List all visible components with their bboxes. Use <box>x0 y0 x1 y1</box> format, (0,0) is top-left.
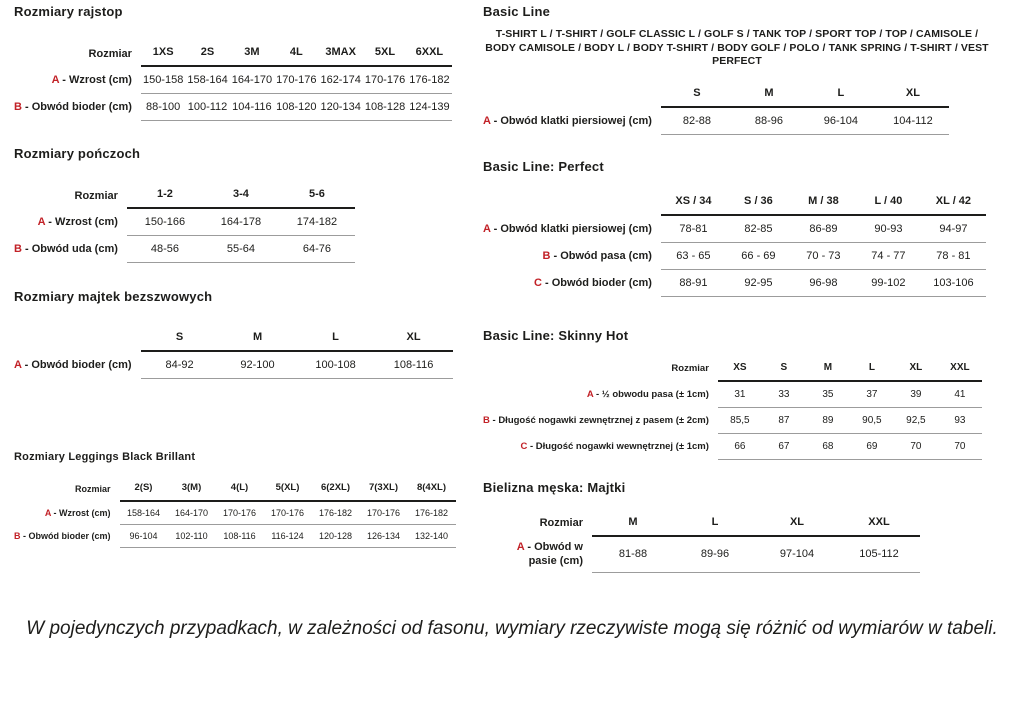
cell-value: 132-140 <box>408 525 456 548</box>
row-label: A - Wzrost (cm) <box>44 507 111 518</box>
row-label: A - Obwód klatki piersiowej (cm) <box>483 222 652 235</box>
cell-value: 92-95 <box>726 269 791 296</box>
column-header: 1-2 <box>127 183 203 208</box>
table-row <box>483 433 982 459</box>
cell-value: 87 <box>762 407 806 433</box>
cell-value: 116-124 <box>264 525 312 548</box>
column-header: L <box>297 326 375 351</box>
cell-value: 176-182 <box>407 66 451 94</box>
section-title-basic-line-perfect: Basic Line: Perfect <box>483 158 604 174</box>
cell-value: 150-166 <box>127 208 203 236</box>
cell-value: 164-178 <box>203 208 279 236</box>
section-title-basic-line: Basic Line <box>483 4 551 19</box>
cell-value: 94-97 <box>921 215 986 243</box>
cell-value: 170-176 <box>363 66 407 94</box>
column-header: XL / 42 <box>921 190 986 215</box>
row-letter: A <box>14 358 22 371</box>
cell-value: 85,5 <box>718 407 762 433</box>
table-row <box>483 407 982 433</box>
row-label: A - Obwód w pasie (cm) <box>516 540 583 568</box>
basic-line-product-list: T-SHIRT L / T-SHIRT / GOLF CLASSIC L / GOLF S / TANK TOP / SPORT TOP / TOP / CAMISOLE / BODY CAMISOLE / BODY L / BODY T-SHIRT / BODY GOLF / POLO / TANK SPRING / T-SHIRT / VEST PERFECT <box>485 28 989 68</box>
cell-value: 176-182 <box>408 501 456 525</box>
cell-value: 69 <box>850 433 894 459</box>
column-header: XXL <box>838 511 920 536</box>
cell-value: 78-81 <box>661 215 726 243</box>
row-label: A - ½ obwodu pasa (± 1cm) <box>586 388 709 400</box>
section-title-bielizna-meska: Bielizna męska: Majtki <box>483 479 626 495</box>
cell-value: 100-112 <box>185 94 229 121</box>
column-header: 8(4XL) <box>408 477 456 501</box>
row-letter: A <box>483 114 491 127</box>
cell-value: 126-134 <box>360 525 408 548</box>
column-header: 3M <box>230 41 274 66</box>
cell-value: 55-64 <box>203 236 279 263</box>
section-majtki-bezszwowe <box>14 289 483 379</box>
size-table-bielizna-meska <box>495 511 920 573</box>
cell-value: 104-116 <box>230 94 274 121</box>
table-row <box>483 269 986 296</box>
table-row <box>14 525 456 548</box>
column-header: 5XL <box>363 41 407 66</box>
column-header: 4L <box>274 41 318 66</box>
cell-value: 120-134 <box>318 94 362 121</box>
size-table-leggings <box>14 477 456 548</box>
cell-value: 37 <box>850 381 894 408</box>
column-header: L <box>674 511 756 536</box>
section-ponczoch <box>14 146 483 263</box>
column-header: M <box>733 82 805 107</box>
row-label: B - Długość nogawki zewnętrznej z pasem (± 2cm) <box>483 414 709 426</box>
column-header: 4(L) <box>216 477 264 501</box>
column-header: L / 40 <box>856 190 921 215</box>
cell-value: 170-176 <box>264 501 312 525</box>
cell-value: 104-112 <box>877 107 949 135</box>
cell-value: 67 <box>762 433 806 459</box>
cell-value: 31 <box>718 381 762 408</box>
section-bielizna-meska <box>483 480 1024 573</box>
cell-value: 35 <box>806 381 850 408</box>
column-header: 6XXL <box>407 41 451 66</box>
cell-value: 164-170 <box>230 66 274 94</box>
cell-value: 162-174 <box>318 66 362 94</box>
cell-value: 174-182 <box>279 208 355 236</box>
cell-value: 86-89 <box>791 215 856 243</box>
cell-value: 103-106 <box>921 269 986 296</box>
table-row <box>483 215 986 243</box>
size-table-basic-line <box>483 82 949 135</box>
section-title-leggings: Rozmiary Leggings Black Brillant <box>14 451 196 463</box>
row-letter: C <box>520 440 528 452</box>
table-corner-label: Rozmiar <box>88 47 132 60</box>
column-header: L <box>850 357 894 381</box>
cell-value: 90,5 <box>850 407 894 433</box>
column-header: L <box>805 82 877 107</box>
column-header: M <box>592 511 674 536</box>
row-letter: B <box>483 414 490 426</box>
cell-value: 96-104 <box>120 525 168 548</box>
column-header: XL <box>756 511 838 536</box>
column-header: S <box>661 82 733 107</box>
row-label: B - Obwód pasa (cm) <box>542 249 652 262</box>
table-corner-label: Rozmiar <box>539 517 583 530</box>
cell-value: 120-128 <box>312 525 360 548</box>
column-header: M / 38 <box>791 190 856 215</box>
cell-value: 108-116 <box>375 351 453 379</box>
row-letter: A <box>516 540 525 553</box>
cell-value: 88-100 <box>141 94 185 121</box>
column-header: XXL <box>938 357 982 381</box>
column-header: XL <box>877 82 949 107</box>
cell-value: 82-88 <box>661 107 733 135</box>
cell-value: 70 <box>894 433 938 459</box>
table-row <box>483 242 986 269</box>
cell-value: 150-158 <box>141 66 185 94</box>
cell-value: 78 - 81 <box>921 242 986 269</box>
row-letter: A <box>44 507 51 518</box>
cell-value: 64-76 <box>279 236 355 263</box>
cell-value: 108-120 <box>274 94 318 121</box>
row-label: C - Obwód bioder (cm) <box>533 276 652 289</box>
cell-value: 84-92 <box>141 351 219 379</box>
column-header: XS / 34 <box>661 190 726 215</box>
row-label: C - Długość nogawki wewnętrznej (± 1cm) <box>520 440 709 452</box>
column-header: M <box>219 326 297 351</box>
cell-value: 92-100 <box>219 351 297 379</box>
row-label: B - Obwód bioder (cm) <box>14 101 132 113</box>
row-label: A - Obwód bioder (cm) <box>14 358 132 371</box>
cell-value: 96-98 <box>791 269 856 296</box>
cell-value: 170-176 <box>274 66 318 94</box>
row-letter: B <box>542 249 551 262</box>
table-row <box>495 536 920 573</box>
table-row <box>483 107 949 135</box>
column-header: XL <box>894 357 938 381</box>
row-label: A - Obwód klatki piersiowej (cm) <box>483 114 652 127</box>
column-header: 2S <box>185 41 229 66</box>
cell-value: 88-96 <box>733 107 805 135</box>
section-basic-line-perfect <box>483 159 1024 297</box>
cell-value: 100-108 <box>297 351 375 379</box>
size-table-ponczoch <box>14 183 355 263</box>
row-letter: C <box>533 276 542 289</box>
row-letter: B <box>14 101 22 113</box>
section-title-rajstop: Rozmiary rajstop <box>14 4 123 19</box>
table-corner-label <box>14 326 141 351</box>
column-header: 1XS <box>141 41 185 66</box>
cell-value: 158-164 <box>120 501 168 525</box>
column-header: S / 36 <box>726 190 791 215</box>
section-skinny-hot <box>483 328 1024 460</box>
row-label: A - Wzrost (cm) <box>51 73 132 86</box>
column-header: XL <box>375 326 453 351</box>
cell-value: 93 <box>938 407 982 433</box>
cell-value: 41 <box>938 381 982 408</box>
cell-value: 70 <box>938 433 982 459</box>
column-header: 3MAX <box>318 41 362 66</box>
table-corner-label: Rozmiar <box>74 189 118 202</box>
table-row <box>14 208 355 236</box>
table-row <box>14 94 452 121</box>
right-column <box>483 4 1024 573</box>
cell-value: 88-91 <box>661 269 726 296</box>
size-table-skinny-hot <box>483 357 982 460</box>
table-corner-label: Rozmiar <box>74 484 111 494</box>
section-leggings <box>14 451 483 548</box>
section-rajstop <box>14 4 483 121</box>
table-row <box>14 236 355 263</box>
column-header: 7(3XL) <box>360 477 408 501</box>
row-label: B - Obwód uda (cm) <box>14 243 118 255</box>
cell-value: 105-112 <box>838 536 920 573</box>
cell-value: 164-170 <box>168 501 216 525</box>
cell-value: 66 - 69 <box>726 242 791 269</box>
row-letter: B <box>14 531 21 541</box>
column-header: 6(2XL) <box>312 477 360 501</box>
cell-value: 90-93 <box>856 215 921 243</box>
table-corner-label <box>483 190 661 215</box>
table-row <box>14 351 453 379</box>
cell-value: 102-110 <box>168 525 216 548</box>
row-letter: A <box>37 215 46 228</box>
table-row <box>14 66 452 94</box>
cell-value: 39 <box>894 381 938 408</box>
cell-value: 96-104 <box>805 107 877 135</box>
column-header: S <box>141 326 219 351</box>
table-corner-label: Rozmiar <box>671 363 709 375</box>
cell-value: 89 <box>806 407 850 433</box>
column-header: S <box>762 357 806 381</box>
section-basic-line <box>483 4 1024 135</box>
cell-value: 124-139 <box>407 94 451 121</box>
row-letter: B <box>14 243 22 255</box>
size-table-rajstop <box>14 41 452 121</box>
left-column <box>0 4 483 573</box>
row-letter: A <box>51 73 60 86</box>
column-header: 2(S) <box>120 477 168 501</box>
row-label: B - Obwód bioder (cm) <box>14 531 111 541</box>
cell-value: 82-85 <box>726 215 791 243</box>
column-header: XS <box>718 357 762 381</box>
cell-value: 108-128 <box>363 94 407 121</box>
table-row <box>483 381 982 408</box>
cell-value: 66 <box>718 433 762 459</box>
column-header: 5(XL) <box>264 477 312 501</box>
cell-value: 158-164 <box>185 66 229 94</box>
section-title-majtki-bezszwowe: Rozmiary majtek bezszwowych <box>14 289 213 304</box>
section-title-ponczoch: Rozmiary pończoch <box>14 146 141 161</box>
cell-value: 70 - 73 <box>791 242 856 269</box>
cell-value: 176-182 <box>312 501 360 525</box>
size-table-basic-line-perfect <box>483 190 986 297</box>
footer-disclaimer: W pojedynczych przypadkach, w zależności od fasonu, wymiary rzeczywiste mogą się różnić od wymiarów w tabeli. <box>26 618 998 639</box>
cell-value: 63 - 65 <box>661 242 726 269</box>
row-letter: A <box>483 222 491 235</box>
column-header: 3-4 <box>203 183 279 208</box>
cell-value: 97-104 <box>756 536 838 573</box>
size-table-majtki-bezszwowe <box>14 326 453 379</box>
column-header: 3(M) <box>168 477 216 501</box>
cell-value: 92,5 <box>894 407 938 433</box>
cell-value: 170-176 <box>360 501 408 525</box>
cell-value: 89-96 <box>674 536 756 573</box>
table-corner-label <box>483 82 661 107</box>
cell-value: 48-56 <box>127 236 203 263</box>
row-label: A - Wzrost (cm) <box>37 215 118 228</box>
cell-value: 170-176 <box>216 501 264 525</box>
row-letter: A <box>586 388 594 400</box>
section-title-skinny-hot: Basic Line: Skinny Hot <box>483 327 629 343</box>
cell-value: 33 <box>762 381 806 408</box>
cell-value: 99-102 <box>856 269 921 296</box>
column-header: 5-6 <box>279 183 355 208</box>
table-row <box>14 501 456 525</box>
cell-value: 74 - 77 <box>856 242 921 269</box>
column-header: M <box>806 357 850 381</box>
cell-value: 108-116 <box>216 525 264 548</box>
cell-value: 68 <box>806 433 850 459</box>
cell-value: 81-88 <box>592 536 674 573</box>
